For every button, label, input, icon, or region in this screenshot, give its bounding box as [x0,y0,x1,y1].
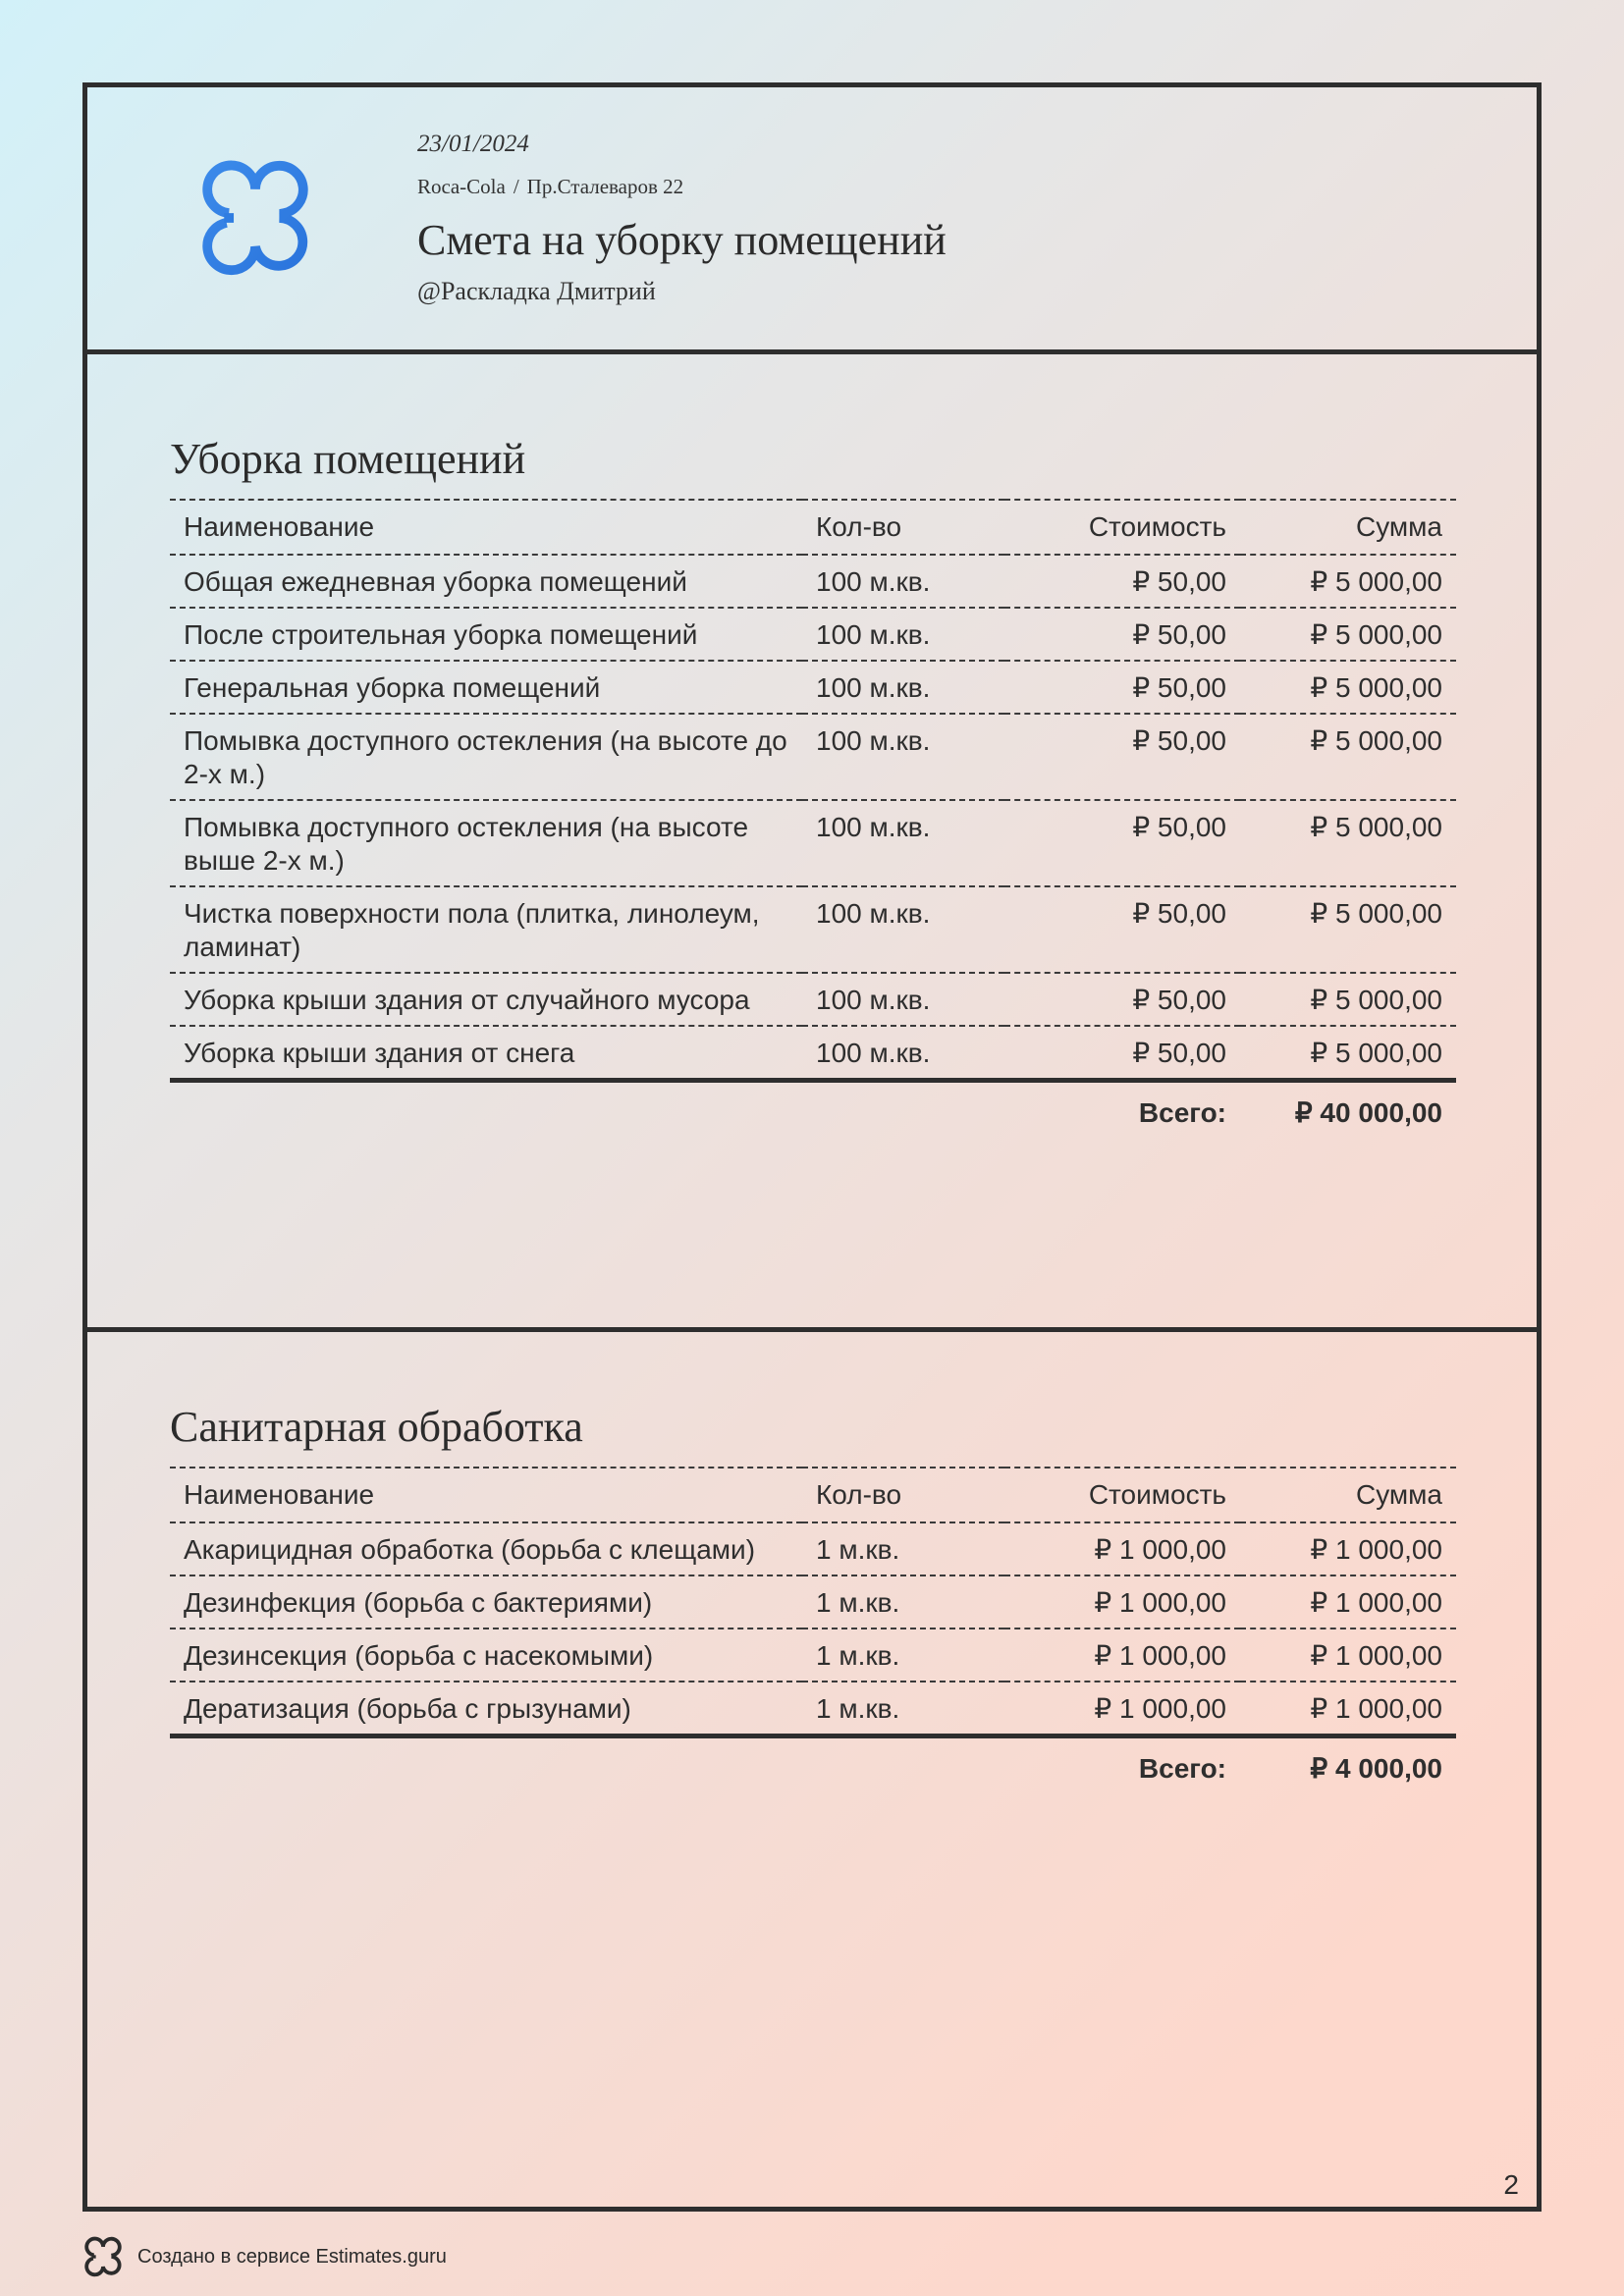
document-title: Смета на уборку помещений [417,216,947,264]
cell-name: Дезинфекция (борьба с бактериями) [170,1575,802,1629]
footer-credit-text: Создано в сервисе Estimates.guru [137,2245,447,2268]
cell-price: ₽ 1 000,00 [1004,1575,1240,1629]
cell-qty: 1 м.кв. [802,1682,1004,1736]
cell-price: ₽ 50,00 [1004,714,1240,800]
cell-qty: 100 м.кв. [802,973,1004,1026]
cell-price: ₽ 50,00 [1004,800,1240,886]
section-title: Санитарная обработка [170,1403,583,1451]
cell-qty: 100 м.кв. [802,1026,1004,1081]
estimate-table [170,1467,1456,1793]
table-header-row [170,500,1456,555]
cell-name: Уборка крыши здания от снега [170,1026,802,1081]
cell-price: ₽ 50,00 [1004,608,1240,661]
cell-price: ₽ 50,00 [1004,886,1240,973]
cell-sum: ₽ 5 000,00 [1240,555,1456,608]
cell-price: ₽ 1 000,00 [1004,1682,1240,1736]
cell-qty: 1 м.кв. [802,1522,1004,1575]
total-value: ₽ 40 000,00 [1294,1097,1442,1128]
cell-qty: 1 м.кв. [802,1629,1004,1682]
table-total-row [170,1081,1456,1139]
document-header [87,87,1537,354]
table-row [170,1629,1456,1682]
column-header-name: Наименование [170,1468,802,1522]
column-header-sum: Сумма [1240,1468,1456,1522]
column-header-price: Стоимость [1004,500,1240,555]
cell-qty: 1 м.кв. [802,1575,1004,1629]
cell-price: ₽ 50,00 [1004,1026,1240,1081]
document-date: 23/01/2024 [417,131,529,157]
cell-sum: ₽ 5 000,00 [1240,661,1456,714]
table-row [170,973,1456,1026]
clover-logo-icon [195,158,315,278]
header-text-block [417,127,947,309]
cell-sum: ₽ 1 000,00 [1240,1682,1456,1736]
page-frame [82,82,1542,2212]
cell-price: ₽ 50,00 [1004,555,1240,608]
cell-sum: ₽ 5 000,00 [1240,800,1456,886]
cell-qty: 100 м.кв. [802,608,1004,661]
cell-qty: 100 м.кв. [802,714,1004,800]
column-header-price: Стоимость [1004,1468,1240,1522]
table-row [170,800,1456,886]
section-cleaning [87,359,1537,1332]
table-row [170,714,1456,800]
cell-price: ₽ 50,00 [1004,973,1240,1026]
cell-name: Уборка крыши здания от случайного мусора [170,973,802,1026]
cell-sum: ₽ 5 000,00 [1240,714,1456,800]
cell-price: ₽ 1 000,00 [1004,1629,1240,1682]
table-row [170,886,1456,973]
column-header-qty: Кол-во [802,500,1004,555]
cell-sum: ₽ 5 000,00 [1240,886,1456,973]
column-header-sum: Сумма [1240,500,1456,555]
cell-name: Дератизация (борьба с грызунами) [170,1682,802,1736]
total-label: Всего: [1138,1753,1226,1784]
cell-name: Чистка поверхности пола (плитка, линолеум, ламинат) [170,886,802,973]
cell-name: Помывка доступного остекления (на высоте выше 2-х м.) [170,800,802,886]
cell-qty: 100 м.кв. [802,661,1004,714]
cell-qty: 100 м.кв. [802,886,1004,973]
cell-name: Общая ежедневная уборка помещений [170,555,802,608]
page-number: 2 [1503,2169,1519,2200]
cell-sum: ₽ 5 000,00 [1240,608,1456,661]
table-row [170,661,1456,714]
cell-sum: ₽ 1 000,00 [1240,1522,1456,1575]
table-row [170,555,1456,608]
cell-sum: ₽ 5 000,00 [1240,1026,1456,1081]
breadcrumb-separator: / [513,175,519,198]
cell-sum: ₽ 1 000,00 [1240,1629,1456,1682]
cell-name: Акарицидная обработка (борьба с клещами) [170,1522,802,1575]
cell-qty: 100 м.кв. [802,800,1004,886]
table-row [170,1026,1456,1081]
breadcrumb-address: Пр.Сталеваров 22 [526,175,684,198]
section-sanitation [87,1332,1537,2207]
column-header-name: Наименование [170,500,802,555]
cell-name: Генеральная уборка помещений [170,661,802,714]
table-row [170,608,1456,661]
document-author: @Раскладка Дмитрий [417,277,656,305]
cell-qty: 100 м.кв. [802,555,1004,608]
breadcrumb [417,172,947,201]
clover-logo-icon [82,2236,124,2277]
table-row [170,1522,1456,1575]
cell-name: После строительная уборка помещений [170,608,802,661]
estimate-table [170,499,1456,1138]
cell-name: Помывка доступного остекления (на высоте до 2-х м.) [170,714,802,800]
table-row [170,1682,1456,1736]
total-value: ₽ 4 000,00 [1310,1753,1442,1784]
section-title: Уборка помещений [170,435,526,483]
table-row [170,1575,1456,1629]
cell-price: ₽ 50,00 [1004,661,1240,714]
cell-sum: ₽ 5 000,00 [1240,973,1456,1026]
total-label: Всего: [1138,1097,1226,1128]
cell-name: Дезинсекция (борьба с насекомыми) [170,1629,802,1682]
footer [82,2235,447,2278]
table-header-row [170,1468,1456,1522]
cell-price: ₽ 1 000,00 [1004,1522,1240,1575]
breadcrumb-company: Roca-Cola [417,175,506,198]
table-total-row [170,1736,1456,1794]
cell-sum: ₽ 1 000,00 [1240,1575,1456,1629]
column-header-qty: Кол-во [802,1468,1004,1522]
